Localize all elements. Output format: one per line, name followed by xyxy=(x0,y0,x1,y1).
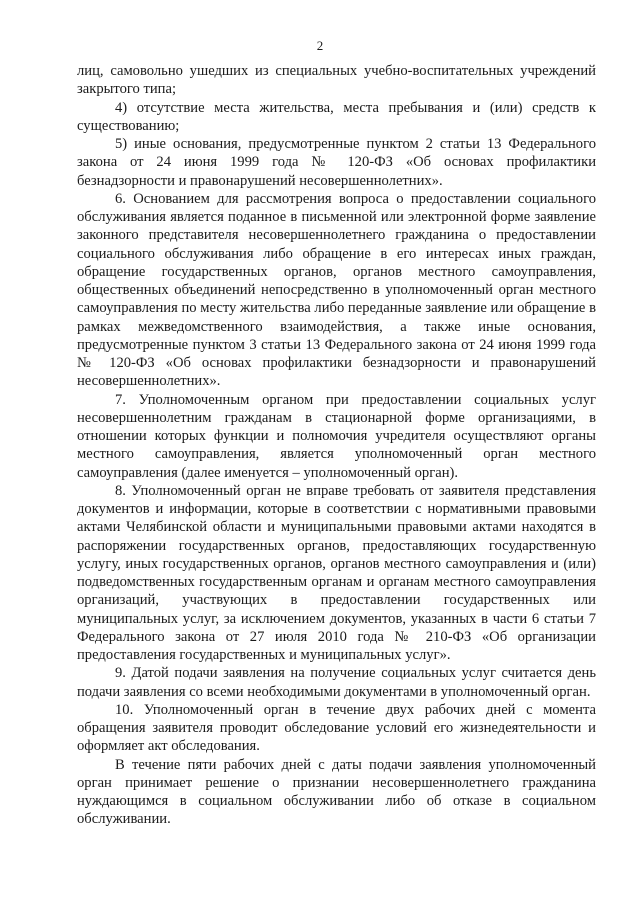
paragraph-clause-9: 9. Датой подачи заявления на получение социальных услуг считается день подачи заявления со всеми необходимыми документами в уполномоченный орган. xyxy=(77,665,596,700)
paragraph-continuation: лиц, самовольно ушедших из специальных учебно-воспитательных учреждений закрытого типа; xyxy=(77,63,596,98)
paragraph-clause-8: 8. Уполномоченный орган не вправе требовать от заявителя представления документов и информации, которые в соответствии с нормативными правовыми актами Челябинской области и муниципальными правовыми актами находятся в распоряжении государственных органов, предоставляющих государственную услугу, иных государственных органов, органов местного самоуправления и (или) подведомственных государственным органам и органам местного самоуправления организаций, участвующих в предоставлении государственных или муниципальных услуг, за исключением документов, указанных в части 6 статьи 7 Федерального закона от 27 июля 2010 года № 210-ФЗ «Об организации предоставления государственных и муниципальных услуг». xyxy=(77,482,596,663)
paragraph-clause-7: 7. Уполномоченным органом при предоставлении социальных услуг несовершеннолетним гражданам в стационарной форме организациями, в отношении которых функции и полномочия учредителя осуществляют органы местного самоуправления, является уполномоченный орган местного самоуправления (далее именуется – уполномоченный орган). xyxy=(77,391,596,481)
paragraph-decision-term: В течение пяти рабочих дней с даты подачи заявления уполномоченный орган принимает решение о признании несовершеннолетнего гражданина нуждающимся в социальном обслуживании либо об отказе в социальном обслуживании. xyxy=(77,756,596,828)
paragraph-clause-6: 6. Основанием для рассмотрения вопроса о предоставлении социального обслуживания является поданное в письменной или электронной форме заявление законного представителя несовершеннолетнего гражданина о предоставлении социального обслуживания либо обращение в его интересах иных граждан, обращение государственных органов, органов местного самоуправления, общественных объединений непосредственно в уполномоченный орган местного самоуправления по месту жительства либо переданные заявление или обращение в рамках межведомственного взаимодействия, а также иные основания, предусмотренные пунктом 3 статьи 13 Федерального закона от 24 июня 1999 года № 120-ФЗ «Об основах профилактики безнадзорности и правонарушений несовершеннолетних». xyxy=(77,190,596,390)
paragraph-item-5: 5) иные основания, предусмотренные пунктом 2 статьи 13 Федерального закона от 24 июня 1999 года № 120-ФЗ «Об основах профилактики безнадзорности и правонарушений несовершеннолетних». xyxy=(77,136,596,189)
paragraph-clause-10: 10. Уполномоченный орган в течение двух рабочих дней с момента обращения заявителя проводит обследование условий его жизнедеятельности и оформляет акт обследования. xyxy=(77,701,596,755)
document-body xyxy=(77,62,596,829)
paragraph-item-4: 4) отсутствие места жительства, места пребывания и (или) средств к существованию; xyxy=(77,99,596,134)
page-number: 2 xyxy=(316,38,324,53)
